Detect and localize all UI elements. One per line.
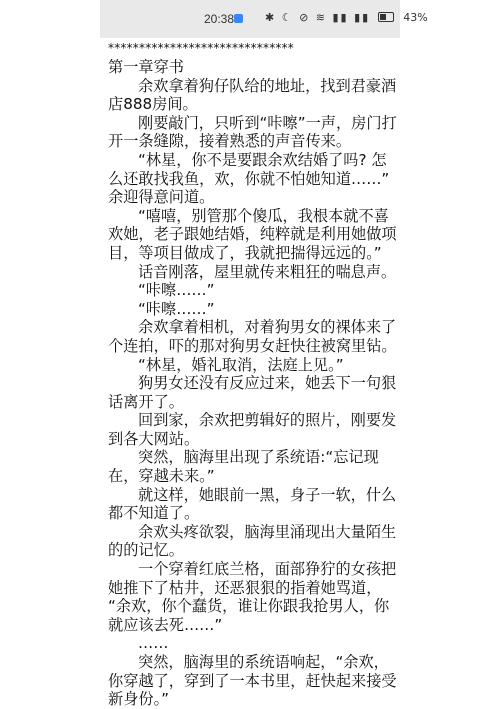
text-line: 都不知道了。 <box>108 504 200 523</box>
text-line: 在，穿越未来。” <box>108 467 215 486</box>
text-line: 余欢头疼欲裂，脑海里涌现出大量陌生 <box>138 522 397 541</box>
text-line: 欢她，老子跟她结婚，纯粹就是利用她做项 <box>108 225 397 244</box>
text-line: 目，等项目做成了，我就把揣得远远的。” <box>108 243 382 262</box>
text-line: 的的记忆。 <box>108 541 184 560</box>
text-line: “嘻嘻，别管那个傻瓜，我根本就不喜 <box>138 206 389 225</box>
notification-app-icon <box>234 14 243 23</box>
text-line: “林星，婚礼取消，法庭上见。” <box>138 355 344 374</box>
status-system-icons: ✱ ☾ ⊘ ≋ ▮▮ ▮▮ <box>265 11 371 24</box>
chapter-title: 第一章穿书 <box>108 58 184 76</box>
text-line: “林星，你不是要跟余欢结婚了吗? 怎 <box>138 150 387 169</box>
text-line: 就这样，她眼前一黑，身子一软，什么 <box>138 485 397 504</box>
text-line: 就应该去死……” <box>108 615 223 634</box>
text-line: 一个穿着红底兰格，面部狰狞的女孩把 <box>138 560 397 579</box>
text-line: 开一条缝隙，接着熟悉的声音传来。 <box>108 132 351 151</box>
text-line: “咔嚓……” <box>138 299 215 318</box>
text-line: 话音刚落，屋里就传来粗狂的喘息声。 <box>138 262 397 281</box>
text-line: 余迎得意问道。 <box>108 188 215 207</box>
text-line: 她推下了枯井，还恶狠狠的指着她骂道， <box>108 578 382 597</box>
text-line: 个连拍，吓的那对狗男女赶快往被窝里钻。 <box>108 336 397 355</box>
text-line: 回到家，余欢把剪辑好的照片，刚要发 <box>138 411 397 430</box>
text-line: 刚要敲门，只听到“咔嚓”一声，房门打 <box>138 113 397 132</box>
text-line: 到各大网站。 <box>108 429 200 448</box>
text-line: 么还敢找我鱼，欢，你就不怕她知道……” <box>108 169 390 188</box>
text-line: 突然，脑海里的系统语响起，“余欢， <box>138 653 389 671</box>
article-body <box>108 77 408 709</box>
text-line: 余欢拿着相机，对着狗男女的裸体来了 <box>138 318 397 337</box>
text-line: 狗男女还没有反应过来，她丢下一句狠 <box>138 374 397 393</box>
status-icons-group <box>265 11 428 24</box>
battery-percent: 43% <box>403 11 428 24</box>
text-line: “咔嚓……” <box>138 281 215 300</box>
text-line: 新身份。” <box>108 690 170 709</box>
text-line: 店888房间。 <box>108 95 198 114</box>
article-content <box>108 40 408 709</box>
text-line: …… <box>138 634 169 653</box>
status-time: 20:38 <box>204 12 235 26</box>
text-line: 你穿越了，穿到了一本书里，赶快起来接受 <box>108 671 397 690</box>
separator-stars: ****************************** <box>108 41 294 55</box>
text-line: 余欢拿着狗仔队给的地址，找到君豪酒 <box>138 76 397 95</box>
battery-icon <box>378 12 394 22</box>
text-line: 话离开了。 <box>108 392 184 411</box>
text-line: “余欢，你个蠢货，谁让你跟我抢男人，你 <box>108 597 390 616</box>
status-bar <box>100 0 428 38</box>
text-line: 突然，脑海里出现了系统语:“忘记现 <box>138 448 379 467</box>
